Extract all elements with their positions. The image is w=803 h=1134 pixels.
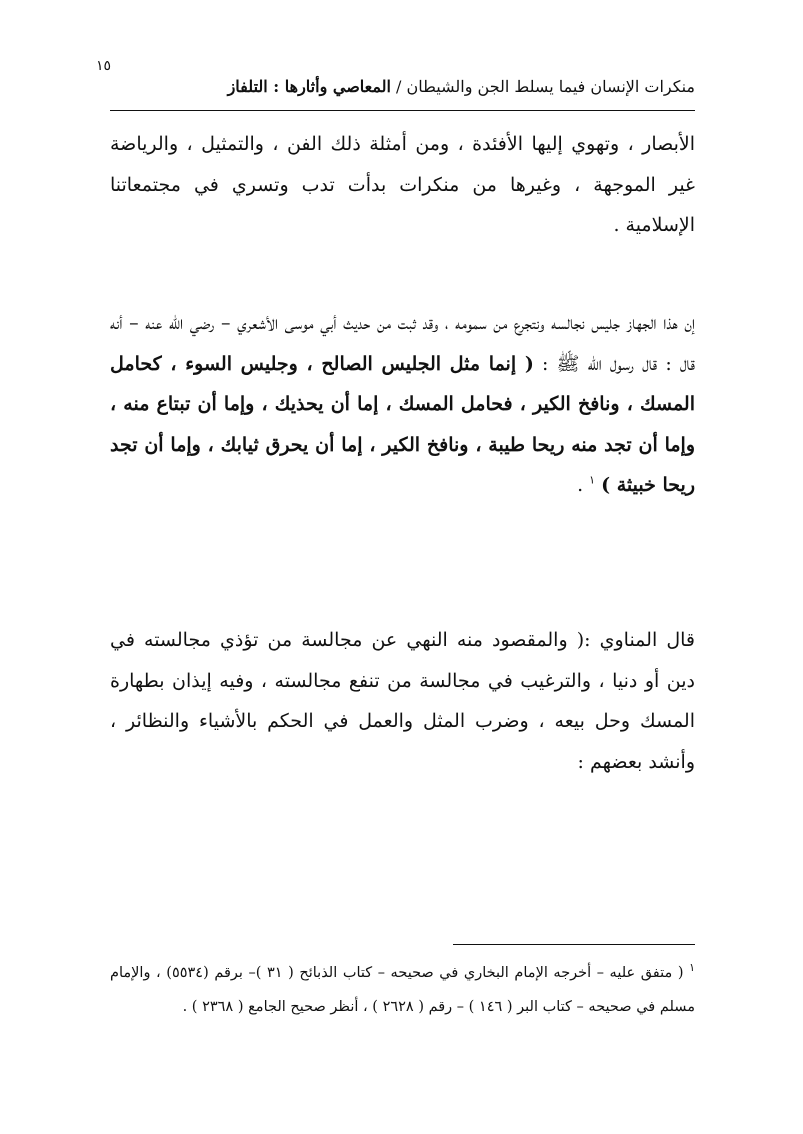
footnote [110,956,695,1024]
paragraph-2 [110,303,695,506]
header-divider [110,110,695,111]
page-number: ١٥ [96,58,112,74]
paragraph-2-end: . [577,474,590,496]
footnote-reference[interactable]: ١ [589,473,596,487]
paragraph-2-intro: إن هذا الجهاز جليس نجالسه ونتجرع من سمومه ، وقد ثبت من حديث أبي موسى الأشعري – رضي الله عنه – أنه قال : قال رسول الله ﷺ : [110,312,695,375]
header-chapter-title: المعاصي وأثارها : التلفاز [227,77,391,96]
running-header [130,76,695,98]
paragraph-1: الأبصار ، وتهوي إليها الأفئدة ، ومن أمثلة ذلك الفن ، والتمثيل ، والرياضة غير الموجهة ، وغيرها من منكرات بدأت تدب وتسري في مجتمعاتنا الإسلامية . [110,133,695,236]
hadith-text: ( إنما مثل الجليس الصالح ، وجليس السوء ، كحامل المسك ، ونافخ الكير ، فحامل المسك ، إما أن يحذيك ، وإما أن تبتاع منه ، وإما أن تجد منه ريحا طيبة ، ونافخ الكير ، إما أن يحرق ثيابك ، وإما أن تجد ريحا خبيثة ) [110,352,695,496]
footnote-marker: ١ [689,961,695,975]
footnote-divider [453,944,695,945]
header-book-title: منكرات الإنسان فيما يسلط الجن والشيطان / [390,77,695,96]
footnote-text: ( متفق عليه – أخرجه الإمام البخاري في صحيحه – كتاب الذبائح ( ٣١ )– برقم (٥٥٣٤) ، والإمام مسلم في صحيحه – كتاب البر ( ١٤٦ ) – رقم ( ٢٦٢٨ ) ، أنظر صحيح الجامع ( ٢٣٦٨ ) . [110,965,695,1015]
paragraph-3: قال المناوي :( والمقصود منه النهي عن مجالسة من تؤذي مجالسته في دين أو دنيا ، والترغيب في مجالسة من تنفع مجالسته ، وفيه إيذان بطهارة المسك وحل بيعه ، وضرب المثل والعمل في الحكم بالأشياء والنظائر ، وأنشد بعضهم : [110,629,695,773]
